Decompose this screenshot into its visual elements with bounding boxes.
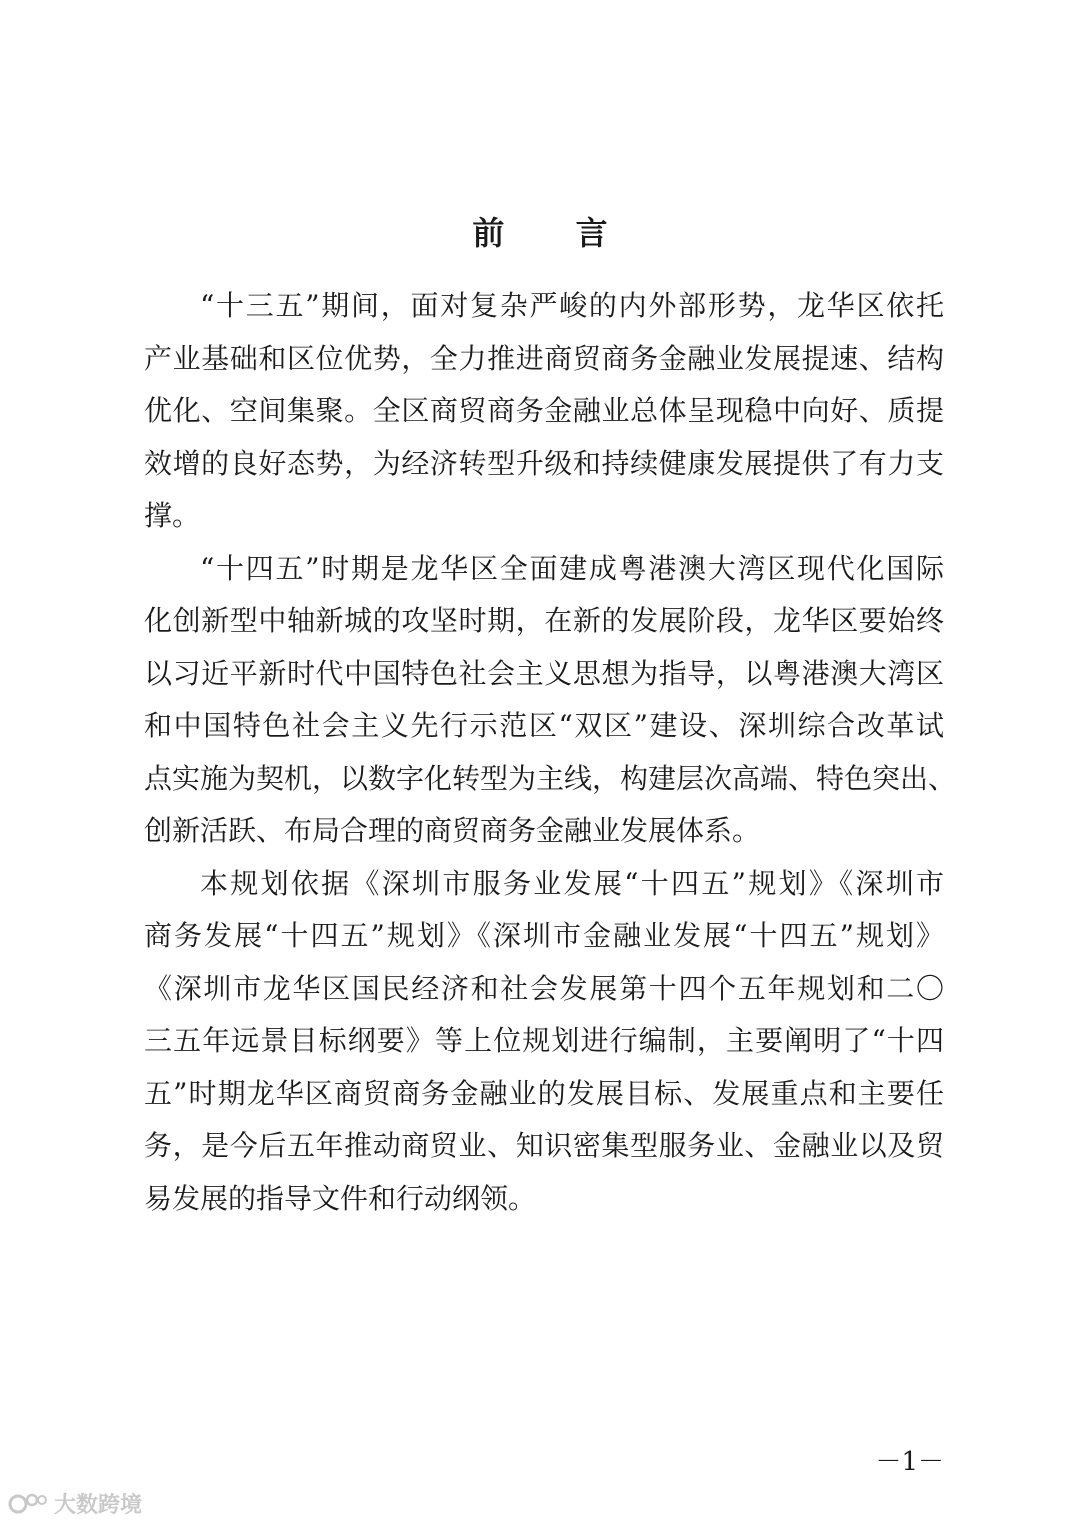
text-line: 以习近平新时代中国特色社会主义思想为指导，以粤港澳大湾区 xyxy=(144,656,944,690)
text-line: 务，是今后五年推动商贸业、知识密集型服务业、金融业以及贸 xyxy=(144,1129,944,1162)
text-line: 化创新型中轴新城的攻坚时期，在新的发展阶段，龙华区要始终 xyxy=(144,604,944,637)
text-line: 本规划依据《深圳市服务业发展“十四五”规划》《深圳市 xyxy=(200,866,944,900)
text-line: 产业基础和区位优势，全力推进商贸商务金融业发展提速、结构 xyxy=(144,341,944,375)
text-line: 撑。 xyxy=(144,499,201,532)
text-line: 优化、空间集聚。全区商贸商务金融业总体呈现稳中向好、质提 xyxy=(144,394,944,427)
page-number: －1－ xyxy=(875,1447,944,1477)
text-line: 易发展的指导文件和行动纲领。 xyxy=(144,1181,537,1215)
text-line: 五”时期龙华区商贸商务金融业的发展目标、发展重点和主要任 xyxy=(144,1076,944,1110)
text-line: 和中国特色社会主义先行示范区“双区”建设、深圳综合改革试 xyxy=(144,709,944,742)
text-line: “十四五”时期是龙华区全面建成粤港澳大湾区现代化国际 xyxy=(200,551,944,585)
text-line: “十三五”期间，面对复杂严峻的内外部形势，龙华区依托 xyxy=(200,289,944,322)
page-title: 前 言 xyxy=(472,214,638,252)
body-text xyxy=(144,280,957,1225)
text-line: 三五年远景目标纲要》等上位规划进行编制，主要阐明了“十四 xyxy=(144,1024,944,1057)
watermark xyxy=(8,1488,142,1519)
text-line: 商务发展“十四五”规划》《深圳市金融业发展“十四五”规划》 xyxy=(144,919,944,952)
watermark-text: 大数跨境 xyxy=(54,1493,143,1518)
text-line: 效增的良好态势，为经济转型升级和持续健康发展提供了有力支 xyxy=(144,446,944,480)
text-line: 点实施为契机，以数字化转型为主线，构建层次高端、特色突出、 xyxy=(144,761,957,795)
text-line: 《深圳市龙华区国民经济和社会发展第十四个五年规划和二〇 xyxy=(144,971,944,1005)
logo-icon xyxy=(8,1490,48,1518)
text-line: 创新活跃、布局合理的商贸商务金融业发展体系。 xyxy=(144,814,761,847)
